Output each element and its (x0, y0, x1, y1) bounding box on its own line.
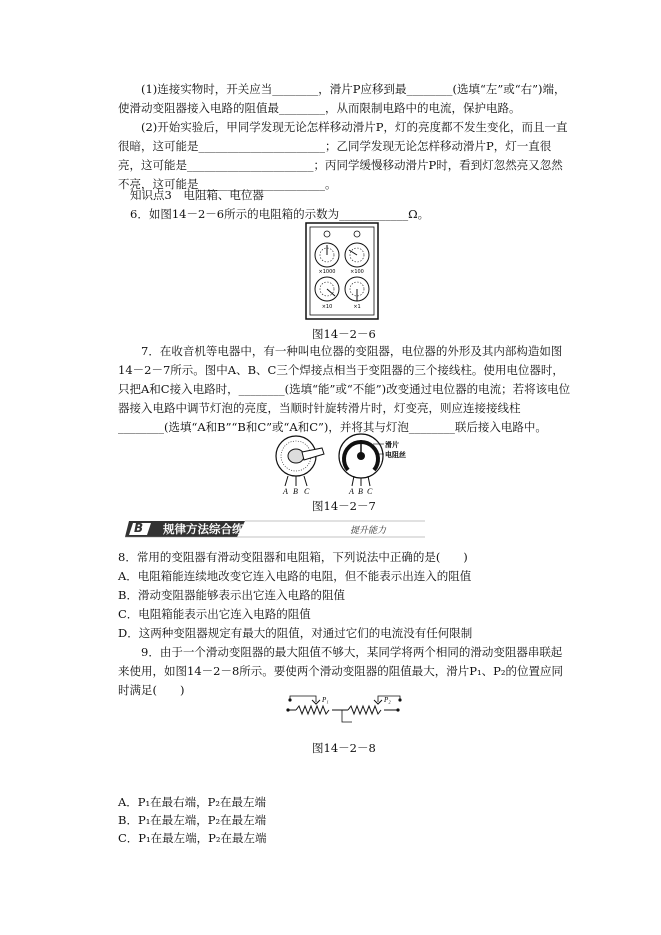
rheostats-series-figure (286, 692, 406, 728)
section-heading: 知识点3 电阻箱、电位器 (130, 188, 264, 202)
q8-option-b: B．滑动变阻器能够表示出它连入电路的阻值 (118, 588, 345, 602)
dial-label: ×1000 (318, 269, 336, 275)
terminal-label: C (367, 487, 373, 496)
figure-caption-14-2-6: 图14－2－6 (312, 327, 376, 341)
dial-label: ×10 (321, 304, 333, 310)
q6-text: 6．如图14－2－6所示的电阻箱的示数为____________Ω。 (130, 207, 430, 221)
terminal-label: A (349, 487, 354, 496)
banner-badge: B (134, 521, 144, 535)
q8-option-c: C．电阻箱能表示出它连入电路的阻值 (118, 607, 311, 621)
rheostat-1 (286, 696, 342, 714)
resistor-wire-label: 电阻丝 (385, 451, 406, 459)
q8-option-d: D．这两种变阻器规定有最大的阻值，对通过它们的电流没有任何限制 (118, 626, 473, 640)
resistance-box-figure (305, 222, 379, 320)
banner-title: 规律方法综合练 (163, 522, 244, 536)
potentiometer-interior (339, 434, 384, 486)
potentiometer-figure (268, 430, 408, 496)
terminal-label: C (304, 487, 310, 496)
terminal-label: A (283, 487, 288, 496)
dial-label: ×100 (350, 269, 364, 275)
q7-text: 7．在收音机等电器中，有一种叫电位器的变阻器，电位器的外形及其内部构造如图14－2－7所示。图中A、B、C三个焊接点相当于变阻器的三个接线柱。使用电位器时，只把A和C接入电路时，________(选填“能”或“不能”)改变通过电位器的电流；若将该电位器接入电路中调节灯泡的亮度，当顺时针旋转滑片时，灯变亮，则应连接接线柱________(选填“A和B”“B和C”或“A和C”)，并将其与灯泡________联后接入电路中。 (118, 344, 571, 434)
terminal-label: B (358, 487, 363, 496)
q5-part1: (1)连接实物时，开关应当________，滑片P应移到最________(选填“左”或“右”)端，使滑动变阻器接入电路的阻值最________，从而限制电路中的电流，保护电路。 (118, 82, 566, 115)
slider-label: P₂ (384, 696, 391, 704)
potentiometer-exterior (276, 436, 324, 486)
figure-caption-14-2-8: 图14－2－8 (312, 741, 376, 755)
q9-stem: 9．由于一个滑动变阻器的最大阻值不够大，某同学将两个相同的滑动变阻器串联起来使用，如图14－2－8所示。要使两个滑动变阻器的阻值最大，滑片P₁、P₂的位置应同时满足( ) (118, 645, 563, 697)
q9-option-a: A．P₁在最右端，P₂在最左端 (118, 795, 266, 809)
slider-label: 滑片 (385, 441, 399, 449)
figure-caption-14-2-7: 图14－2－7 (312, 499, 376, 513)
banner-tag: 提升能力 (350, 526, 387, 536)
slider-label: P₁ (322, 696, 329, 704)
section-banner (125, 520, 555, 538)
q9-option-c: C．P₁在最左端，P₂在最左端 (118, 831, 267, 845)
dial-label: ×1 (353, 304, 361, 310)
rheostat-2 (342, 696, 402, 722)
q9-option-b: B．P₁在最左端，P₂在最左端 (118, 813, 267, 827)
terminal-label: B (293, 487, 298, 496)
q8-stem: 8．常用的变阻器有滑动变阻器和电阻箱，下列说法中正确的是( ) (118, 550, 468, 564)
q8-option-a: A．电阻箱能连续地改变它连入电路的电阻，但不能表示出连入的阻值 (118, 569, 472, 583)
q5-part2: (2)开始实验后，甲同学发现无论怎样移动滑片P，灯的亮度都不发生变化，而且一直很暗，这可能是______________________；乙同学发现无论怎样移动滑片P，灯一直很亮，这可能是______________________；丙同学缓慢移动滑片P时，看到灯忽然亮又忽然不亮，这可能是______________________。 (118, 120, 568, 191)
